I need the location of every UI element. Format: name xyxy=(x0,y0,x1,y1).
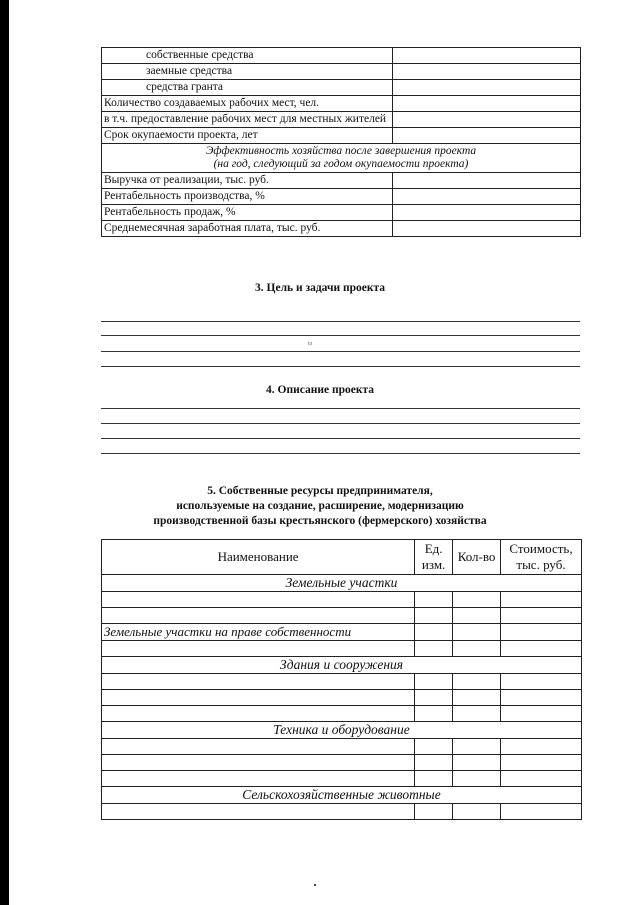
table-row[interactable] xyxy=(102,739,582,755)
table-header-row xyxy=(102,540,582,575)
margin-mark: tз xyxy=(308,341,313,347)
section-row xyxy=(102,787,582,804)
col-header-cost xyxy=(501,540,582,575)
project-summary-table xyxy=(101,47,581,237)
table-row[interactable] xyxy=(102,624,582,641)
col-header-name: Наименование xyxy=(102,540,415,575)
section-4-heading: 4. Описание проекта xyxy=(266,384,374,396)
row-value[interactable] xyxy=(393,96,581,112)
answer-line[interactable] xyxy=(101,438,580,439)
row-value[interactable] xyxy=(393,221,581,237)
section-5-line: производственной базы крестьянского (фермерского) хозяйства xyxy=(153,515,487,527)
col-header-unit xyxy=(415,540,453,575)
table-row xyxy=(102,189,581,205)
row-value[interactable] xyxy=(393,112,581,128)
efficiency-header xyxy=(102,144,581,173)
resources-table xyxy=(101,539,582,820)
table-row[interactable] xyxy=(102,608,582,624)
answer-line[interactable] xyxy=(101,423,580,424)
table-row xyxy=(102,64,581,80)
answer-line[interactable] xyxy=(101,321,580,322)
section-5-line: 5. Собственные ресурсы предпринимателя, xyxy=(207,485,433,497)
row-value[interactable] xyxy=(393,48,581,64)
section-row xyxy=(102,722,582,739)
table-row xyxy=(102,173,581,189)
row-label: средства гранта xyxy=(102,80,393,96)
row-label: собственные средства xyxy=(102,48,393,64)
answer-line[interactable] xyxy=(101,453,580,454)
row-label: Среднемесячная заработная плата, тыс. руб. xyxy=(102,221,393,237)
table-row[interactable] xyxy=(102,706,582,722)
scan-speck xyxy=(314,884,316,886)
table-row xyxy=(102,48,581,64)
row-label: Рентабельность продаж, % xyxy=(102,205,393,221)
table-row xyxy=(102,96,581,112)
row-value[interactable] xyxy=(393,80,581,96)
table-row xyxy=(102,221,581,237)
table-row[interactable] xyxy=(102,755,582,771)
efficiency-title: Эффективность хозяйства после завершения проекта xyxy=(205,145,477,157)
row-value[interactable] xyxy=(393,128,581,144)
answer-line[interactable] xyxy=(101,351,580,352)
row-value[interactable] xyxy=(393,205,581,221)
col-header-unit-line: Ед. xyxy=(424,541,443,556)
table-row[interactable] xyxy=(102,804,582,820)
table-row[interactable] xyxy=(102,641,582,657)
section-row xyxy=(102,575,582,592)
row-label: Выручка от реализации, тыс. руб. xyxy=(102,173,393,189)
section-buildings: Здания и сооружения xyxy=(102,657,582,674)
col-header-unit-line: изм. xyxy=(421,557,446,572)
section-row xyxy=(102,657,582,674)
row-value[interactable] xyxy=(393,64,581,80)
land-owned-label: Земельные участки на праве собственности xyxy=(102,624,415,641)
table-row[interactable] xyxy=(102,674,582,690)
section-5-line: используемые на создание, расширение, модернизацию xyxy=(176,500,464,512)
col-header-cost-line: тыс. руб. xyxy=(516,557,566,572)
table-row xyxy=(102,80,581,96)
answer-line[interactable] xyxy=(101,408,580,409)
table-row[interactable] xyxy=(102,690,582,706)
col-header-qty: Кол-во xyxy=(453,540,501,575)
row-value[interactable] xyxy=(393,173,581,189)
table-row xyxy=(102,205,581,221)
answer-line[interactable] xyxy=(101,335,580,336)
section-land: Земельные участки xyxy=(102,575,582,592)
row-label: заемные средства xyxy=(102,64,393,80)
row-label: в т.ч. предоставление рабочих мест для местных жителей xyxy=(102,112,393,128)
table-row xyxy=(102,144,581,173)
row-value[interactable] xyxy=(393,189,581,205)
table-row[interactable] xyxy=(102,592,582,608)
row-label: Количество создаваемых рабочих мест, чел. xyxy=(102,96,393,112)
section-5-heading xyxy=(60,484,580,529)
section-equipment: Техника и оборудование xyxy=(102,722,582,739)
scan-edge-bar xyxy=(0,0,9,905)
answer-line[interactable] xyxy=(101,366,580,367)
row-label: Срок окупаемости проекта, лет xyxy=(102,128,393,144)
table-row[interactable] xyxy=(102,771,582,787)
efficiency-subtitle: (на год, следующий за годом окупаемости проекта) xyxy=(213,158,469,170)
section-livestock: Сельскохозяйственные животные xyxy=(102,787,582,804)
section-3-heading: 3. Цель и задачи проекта xyxy=(255,282,385,294)
row-label: Рентабельность производства, % xyxy=(102,189,393,205)
table-row xyxy=(102,112,581,128)
table-row xyxy=(102,128,581,144)
col-header-cost-line: Стоимость, xyxy=(509,541,573,556)
